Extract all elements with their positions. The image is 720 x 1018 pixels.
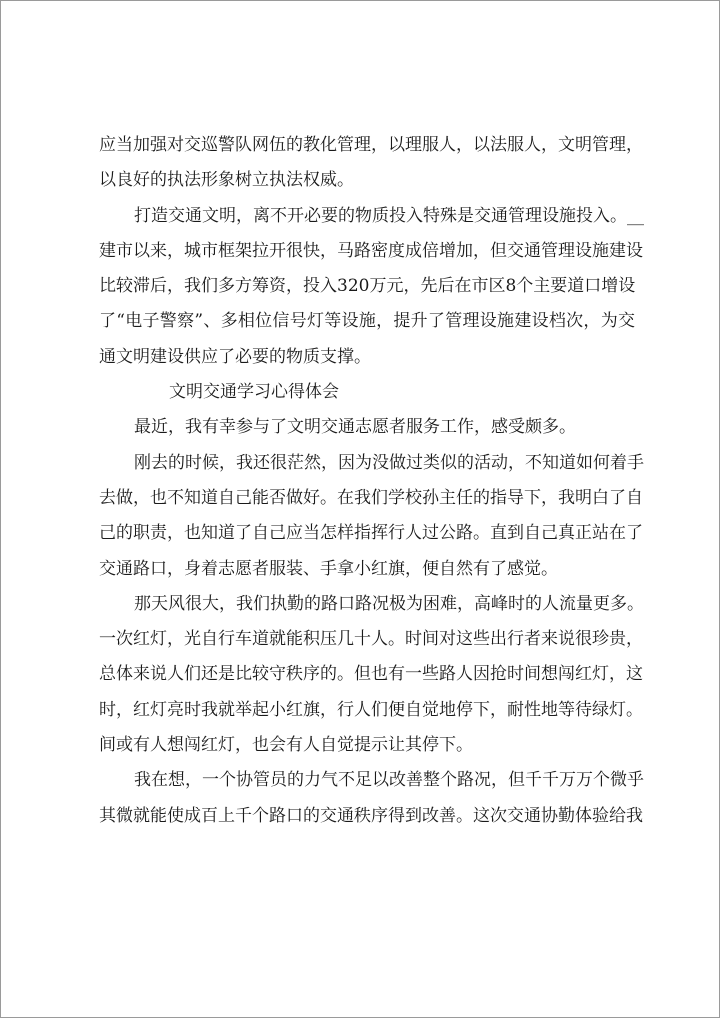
text-line: 通文明建设供应了必要的物质支撑。 <box>99 346 371 367</box>
section-title: 文明交通学习心得体会 <box>169 382 339 403</box>
text-line: 一次红灯，光自行车道就能积压几十人。时间对这些出行者来说很珍贵， <box>99 629 643 650</box>
text-line: 去做，也不知道自己能否做好。在我们学校孙主任的指导下，我明白了自 <box>99 487 643 508</box>
text-line: 打造交通文明，离不开必要的物质投入特殊是交通管理设施投入。__ <box>134 205 644 226</box>
text-line: 最近，我有幸参与了文明交通志愿者服务工作，感受颇多。 <box>134 417 576 438</box>
text-line: 间或有人想闯红灯，也会有人自觉提示让其停下。 <box>99 735 473 756</box>
text-line: 己的职责，也知道了自己应当怎样指挥行人过公路。直到自己真正站在了 <box>99 523 643 544</box>
text-line: 应当加强对交巡警队网伍的教化管理，以理服人，以法服人，文明管理， <box>99 135 643 155</box>
text-line: 比较滞后，我们多方筹资，投入320万元，先后在市区8个主要道口增设 <box>99 276 636 297</box>
text-line: 那天风很大，我们执勤的路口路况极为困难，高峰时的人流量更多。 <box>134 593 644 614</box>
text-line: 总体来说人们还是比较守秩序的。但也有一些路人因抢时间想闯红灯，这 <box>99 664 643 685</box>
text-line: 建市以来，城市框架拉开很快，马路密度成倍增加，但交通管理设施建设 <box>99 240 643 261</box>
text-line: 其微就能使成百上千个路口的交通秩序得到改善。这次交通协勤体验给我 <box>99 805 643 826</box>
text-line: 时，红灯亮时我就举起小红旗，行人们便自觉地停下，耐性地等待绿灯。 <box>99 699 643 720</box>
text-line: 了“电子警察”、多相位信号灯等设施，提升了管理设施建设档次，为交 <box>99 311 635 332</box>
text-line: 我在想，一个协管员的力气不足以改善整个路况，但千千万万个微乎 <box>134 770 644 791</box>
text-line: 交通路口，身着志愿者服装、手拿小红旗，便自然有了感觉。 <box>99 558 558 579</box>
text-line: 刚去的时候，我还很茫然，因为没做过类似的活动，不知道如何着手 <box>134 452 644 473</box>
document-body <box>99 128 644 834</box>
text-line: 以良好的执法形象树立执法权威。 <box>99 170 354 191</box>
